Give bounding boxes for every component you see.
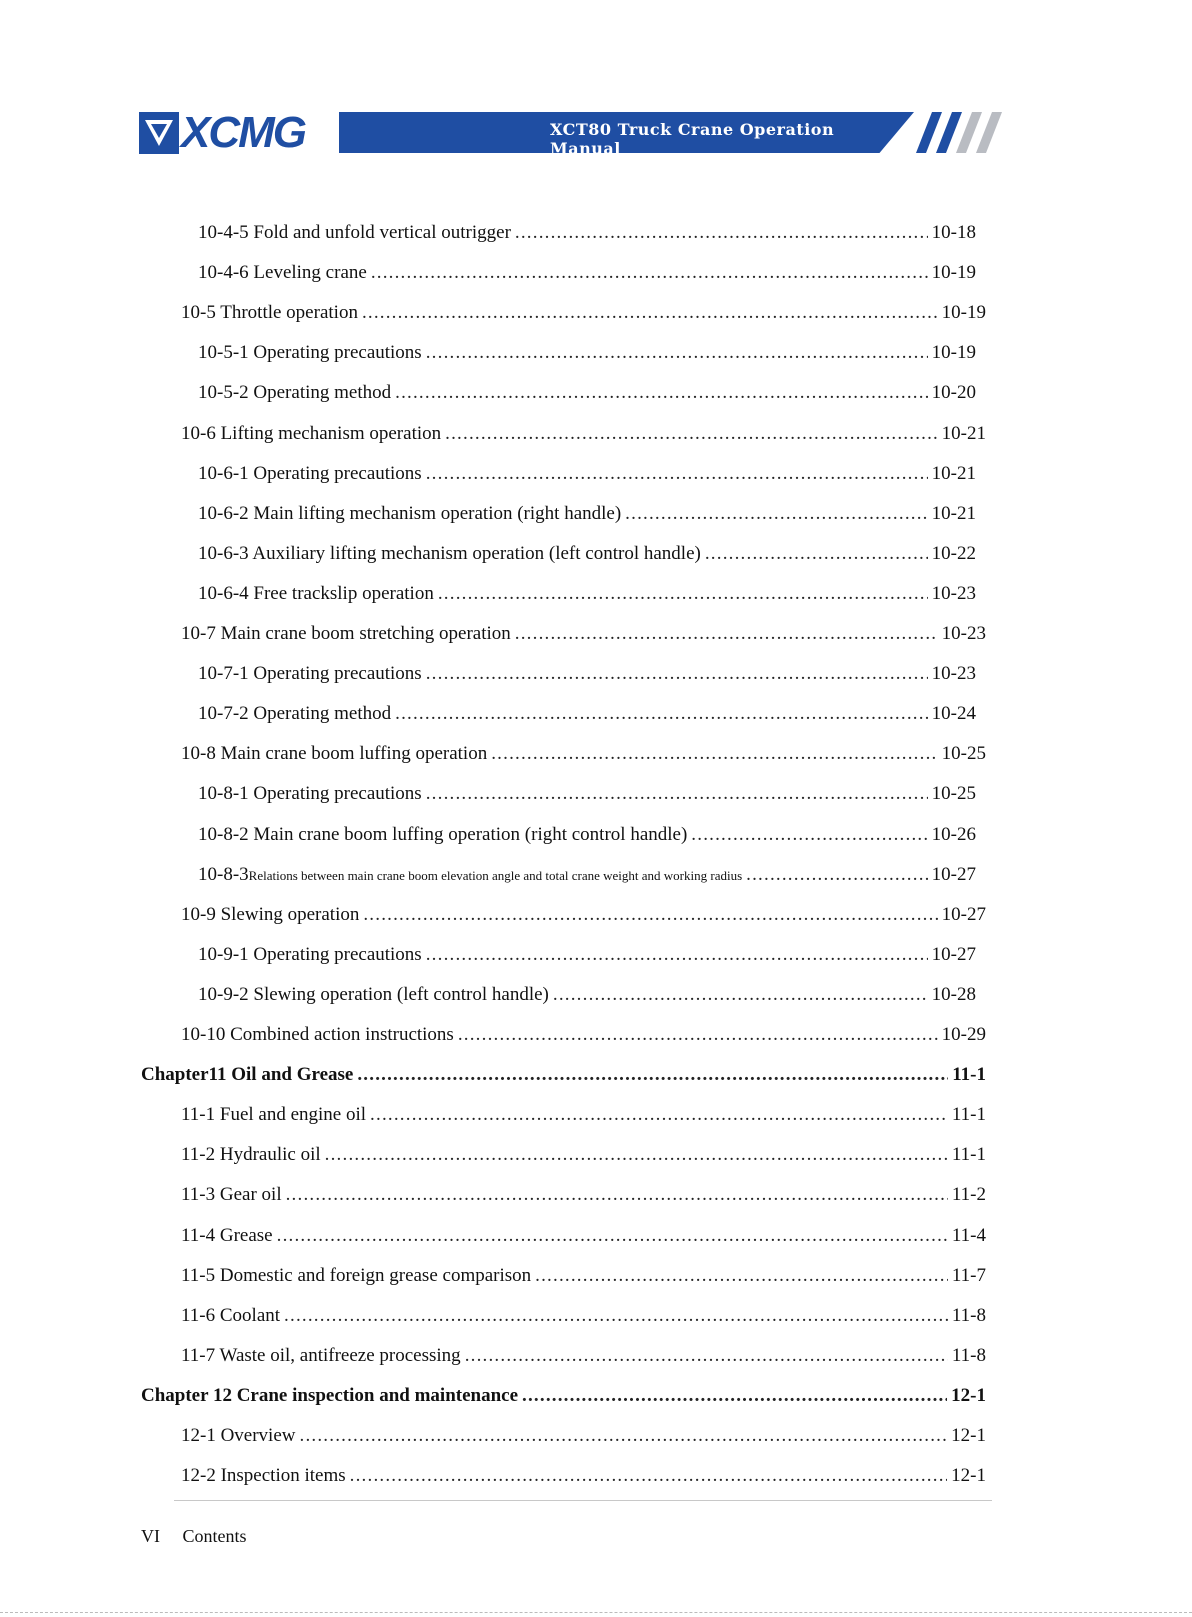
toc-entry-page: 11-7 xyxy=(951,1265,986,1286)
toc-entry[interactable] xyxy=(181,423,986,449)
toc-entry-page: 11-4 xyxy=(951,1225,986,1246)
toc-entry-label: 10-10 Combined action instructions xyxy=(181,1024,454,1045)
toc-entry-label: 11-4 Grease xyxy=(181,1225,273,1246)
toc-entry[interactable] xyxy=(181,1345,986,1371)
toc-entry-page: 11-8 xyxy=(951,1305,986,1326)
toc-entry[interactable] xyxy=(198,262,976,288)
toc-entry-label-small: Relations between main crane boom elevation angle and total crane weight and working radius xyxy=(248,868,743,883)
toc-entry-label: 10-8-2 Main crane boom luffing operation (right control handle) xyxy=(198,824,688,845)
toc-entry-page: 10-25 xyxy=(931,783,976,804)
toc-entry-page: 11-1 xyxy=(952,1064,986,1085)
toc-entry-page: 10-27 xyxy=(931,864,976,885)
page-footer xyxy=(141,1526,265,1547)
toc-leader-dots xyxy=(300,1425,948,1447)
toc-entry[interactable] xyxy=(181,1024,986,1050)
xcmg-emblem-icon xyxy=(139,112,179,154)
toc-leader-dots xyxy=(535,1265,948,1287)
toc-entry[interactable] xyxy=(181,1144,986,1170)
toc-leader-dots xyxy=(426,342,928,364)
toc-entry-label: 10-4-5 Fold and unfold vertical outrigger xyxy=(198,222,511,243)
toc-leader-dots xyxy=(325,1144,948,1166)
toc-leader-dots xyxy=(553,984,928,1006)
toc-entry-page: 10-23 xyxy=(931,663,976,684)
toc-leader-dots xyxy=(465,1345,948,1367)
toc-leader-dots xyxy=(362,302,938,324)
toc-entry-page: 10-21 xyxy=(931,463,976,484)
toc-leader-dots xyxy=(746,864,928,886)
toc-leader-dots xyxy=(395,703,928,725)
toc-leader-dots xyxy=(286,1184,948,1206)
toc-entry-label: 10-6-1 Operating precautions xyxy=(198,463,422,484)
toc-leader-dots xyxy=(491,743,937,765)
toc-leader-dots xyxy=(522,1385,947,1407)
toc-entry[interactable] xyxy=(198,944,976,970)
toc-chapter-entry[interactable] xyxy=(141,1385,986,1411)
toc-entry-page: 11-1 xyxy=(951,1104,986,1125)
toc-entry-label: 11-7 Waste oil, antifreeze processing xyxy=(181,1345,461,1366)
toc-entry-label: 11-6 Coolant xyxy=(181,1305,281,1326)
toc-entry-label: 10-6-2 Main lifting mechanism operation (right handle) xyxy=(198,503,622,524)
toc-entry[interactable] xyxy=(181,1184,986,1210)
toc-leader-dots xyxy=(277,1225,948,1247)
toc-entry-label: 10-8-3 xyxy=(198,864,249,885)
toc-leader-dots xyxy=(458,1024,938,1046)
xcmg-logo xyxy=(139,108,329,157)
toc-entry-page: 10-21 xyxy=(941,423,986,444)
toc-entry[interactable] xyxy=(198,342,976,368)
toc-leader-dots xyxy=(371,262,928,284)
toc-entry[interactable] xyxy=(181,1104,986,1130)
toc-entry[interactable] xyxy=(198,824,976,850)
toc-entry-page: 11-8 xyxy=(951,1345,986,1366)
toc-entry-label: 10-8-1 Operating precautions xyxy=(198,783,422,804)
toc-entry[interactable] xyxy=(181,743,986,769)
toc-entry-label: 10-6-4 Free trackslip operation xyxy=(198,583,434,604)
page-number: VI xyxy=(141,1526,160,1546)
toc-entry-page: 12-1 xyxy=(951,1425,986,1446)
toc-entry-page: 10-28 xyxy=(931,984,976,1005)
toc-entry[interactable] xyxy=(181,904,986,930)
toc-entry-label: 10-8 Main crane boom luffing operation xyxy=(181,743,488,764)
toc-entry-label: 10-9-2 Slewing operation (left control handle) xyxy=(198,984,549,1005)
toc-entry[interactable] xyxy=(198,382,976,408)
toc-entry[interactable] xyxy=(198,222,976,248)
toc-leader-dots xyxy=(515,623,938,645)
toc-entry[interactable] xyxy=(181,302,986,328)
toc-leader-dots xyxy=(363,904,937,926)
toc-leader-dots xyxy=(426,783,928,805)
toc-entry-label: 10-4-6 Leveling crane xyxy=(198,262,367,283)
toc-entry-page: 11-1 xyxy=(951,1144,986,1165)
header-stripes-icon xyxy=(908,112,1008,153)
toc-leader-dots xyxy=(445,423,938,445)
toc-entry-page: 10-27 xyxy=(941,904,986,925)
toc-entry-label: 10-5 Throttle operation xyxy=(181,302,358,323)
toc-entry-label: 12-2 Inspection items xyxy=(181,1465,346,1486)
toc-entry-label: 10-9 Slewing operation xyxy=(181,904,360,925)
toc-leader-dots xyxy=(284,1305,948,1327)
toc-entry[interactable] xyxy=(198,503,976,529)
toc-entry[interactable] xyxy=(181,1305,986,1331)
toc-entry-label: 11-2 Hydraulic oil xyxy=(181,1144,321,1165)
toc-entry[interactable] xyxy=(198,703,976,729)
toc-entry-label: 10-7-2 Operating method xyxy=(198,703,392,724)
toc-leader-dots xyxy=(705,543,928,565)
toc-entry-page: 10-26 xyxy=(931,824,976,845)
toc-entry[interactable] xyxy=(181,1225,986,1251)
toc-leader-dots xyxy=(625,503,928,525)
toc-entry-label: 10-7 Main crane boom stretching operation xyxy=(181,623,511,644)
toc-entry-label: 12-1 Overview xyxy=(181,1425,296,1446)
bottom-border xyxy=(0,1612,1192,1613)
toc-entry-label: 10-5-2 Operating method xyxy=(198,382,392,403)
toc-entry[interactable] xyxy=(181,1425,986,1451)
logo-wordmark: XCMG xyxy=(181,108,305,157)
toc-entry[interactable] xyxy=(181,623,986,649)
toc-entry-page: 10-19 xyxy=(931,262,976,283)
toc-leader-dots xyxy=(370,1104,948,1126)
toc-entry[interactable] xyxy=(181,1265,986,1291)
toc-entry[interactable] xyxy=(181,1465,986,1491)
toc-leader-dots xyxy=(691,824,927,846)
toc-entry-label: Chapter11 Oil and Grease xyxy=(141,1064,354,1085)
toc-leader-dots xyxy=(426,663,928,685)
toc-chapter-entry[interactable] xyxy=(141,1064,986,1090)
toc-leader-dots xyxy=(350,1465,948,1487)
toc-entry-page: 10-29 xyxy=(941,1024,986,1045)
toc-entry-label: 11-3 Gear oil xyxy=(181,1184,282,1205)
manual-title: XCT80 Truck Crane Operation Manual xyxy=(550,120,835,158)
toc-entry-page: 11-2 xyxy=(951,1184,986,1205)
toc-entry-page: 10-18 xyxy=(931,222,976,243)
footer-section: Contents xyxy=(182,1526,247,1546)
toc-leader-dots xyxy=(357,1064,948,1086)
toc-entry-label: 10-6-3 Auxiliary lifting mechanism operation (left control handle) xyxy=(198,543,701,564)
toc-entry-label: 11-5 Domestic and foreign grease comparison xyxy=(181,1265,532,1286)
footer-divider xyxy=(174,1500,992,1501)
toc-entry-page: 10-20 xyxy=(931,382,976,403)
toc-entry-page: 10-21 xyxy=(931,503,976,524)
toc-entry-label: 10-9-1 Operating precautions xyxy=(198,944,422,965)
toc-leader-dots xyxy=(438,583,928,605)
toc-entry[interactable] xyxy=(198,783,976,809)
toc-entry-label: 10-6 Lifting mechanism operation xyxy=(181,423,442,444)
toc-entry[interactable] xyxy=(198,663,976,689)
toc-entry[interactable] xyxy=(198,543,976,569)
toc-entry[interactable] xyxy=(198,984,976,1010)
toc-entry[interactable] xyxy=(198,463,976,489)
toc-entry-page: 10-19 xyxy=(931,342,976,363)
toc-entry-label: 10-5-1 Operating precautions xyxy=(198,342,422,363)
toc-entry-label: 10-7-1 Operating precautions xyxy=(198,663,422,684)
toc-entry-page: 10-22 xyxy=(931,543,976,564)
toc-entry-page: 10-25 xyxy=(941,743,986,764)
toc-leader-dots xyxy=(515,222,928,244)
toc-entry-page: 10-27 xyxy=(931,944,976,965)
toc-entry-page: 12-1 xyxy=(951,1465,986,1486)
toc-entry[interactable] xyxy=(198,583,976,609)
toc-entry-page: 10-23 xyxy=(931,583,976,604)
toc-entry[interactable] xyxy=(198,864,976,890)
toc-entry-page: 10-24 xyxy=(931,703,976,724)
toc-entry-page: 10-23 xyxy=(941,623,986,644)
toc-leader-dots xyxy=(426,463,928,485)
toc-leader-dots xyxy=(395,382,928,404)
toc-entry-label: Chapter 12 Crane inspection and maintenance xyxy=(141,1385,519,1406)
toc-entry-label: 11-1 Fuel and engine oil xyxy=(181,1104,367,1125)
toc-entry-page: 10-19 xyxy=(941,302,986,323)
toc-entry-page: 12-1 xyxy=(951,1385,986,1406)
toc-leader-dots xyxy=(426,944,928,966)
